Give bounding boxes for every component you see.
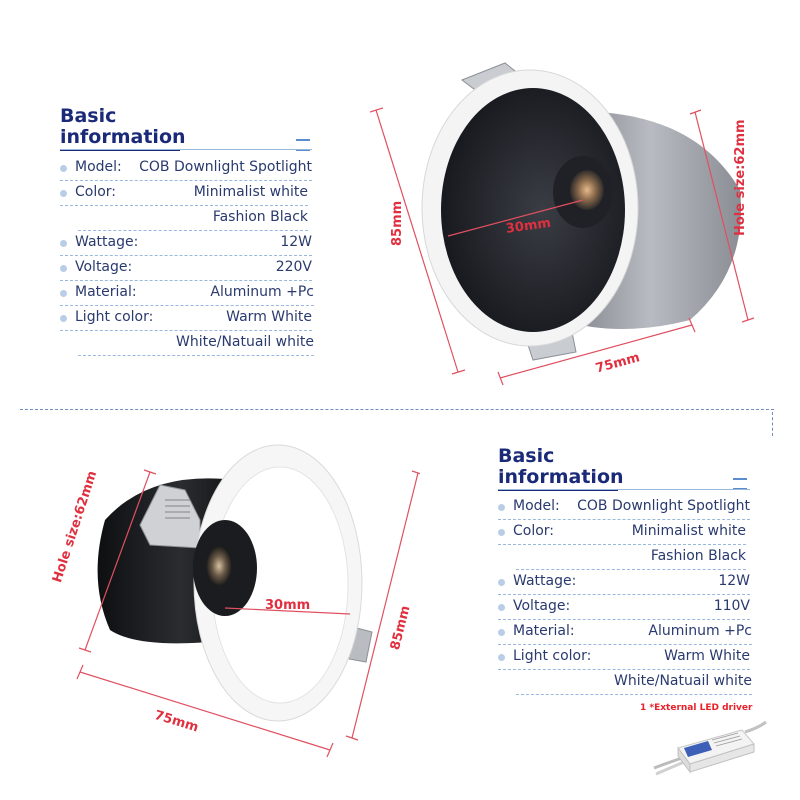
bottom-spec-title-line1: Basic [498, 445, 555, 467]
spec-row-wattage [498, 570, 750, 595]
bullet-icon [60, 240, 67, 247]
spec-row-model [498, 495, 750, 520]
top-spec-title [60, 105, 186, 151]
spec-label: Color: [513, 523, 555, 539]
spec-value: 12W [280, 234, 312, 250]
driver-label: 1 *External LED driver [640, 703, 753, 713]
bullet-icon [498, 504, 505, 511]
top-spec-title-line2: information [60, 127, 180, 151]
led-driver-icon [650, 718, 770, 780]
bottom-downlight-image [40, 440, 420, 770]
spec-value: Fashion Black [212, 209, 308, 225]
bottom-inner-dimension: 30mm [265, 598, 311, 613]
spec-label: Color: [75, 184, 117, 200]
spec-label: Light color: [513, 648, 592, 664]
spec-value: Warm White [226, 309, 312, 325]
spec-value: 220V [275, 259, 312, 275]
spec-value: Minimalist white [631, 523, 746, 539]
spec-value: COB Downlight Spotlight [577, 498, 750, 514]
spec-row-color-alt [516, 545, 746, 570]
spec-value: Warm White [664, 648, 750, 664]
spec-row-light-color-alt [516, 670, 752, 695]
spec-row-color-alt [78, 206, 308, 231]
spec-row-light-color-alt [78, 331, 314, 356]
spec-value: 12W [718, 573, 750, 589]
bullet-icon [60, 190, 67, 197]
top-diameter-dimension: 75mm [594, 350, 642, 377]
spec-label: Voltage: [513, 598, 571, 614]
spec-row-voltage [60, 256, 312, 281]
bullet-icon [498, 629, 505, 636]
spec-value: White/Natuail white [176, 334, 314, 350]
bullet-icon [498, 579, 505, 586]
cob-chip [570, 170, 604, 210]
bullet-icon [60, 315, 67, 322]
bullet-icon [498, 529, 505, 536]
spec-value: Fashion Black [650, 548, 746, 564]
spec-row-light-color [498, 645, 750, 670]
spec-label: Model: [75, 159, 122, 175]
bottom-spec-title-line2: information [498, 467, 618, 491]
bullet-icon [498, 654, 505, 661]
bottom-height-dimension: 85mm [388, 604, 414, 652]
bottom-spec-title [498, 445, 624, 491]
spec-label: Material: [75, 284, 137, 300]
spec-row-material [60, 281, 314, 306]
bullet-icon [60, 265, 67, 272]
section-divider [20, 409, 774, 410]
spec-label: Voltage: [75, 259, 133, 275]
spec-row-voltage [498, 595, 750, 620]
top-downlight-image [370, 55, 770, 400]
section-divider-tick [772, 412, 773, 436]
spec-label: Light color: [75, 309, 154, 325]
spec-value: White/Natuail white [614, 673, 752, 689]
spec-label: Wattage: [75, 234, 139, 250]
spec-value: Aluminum +Pc [210, 284, 314, 300]
spec-row-color [60, 181, 308, 206]
spec-label: Material: [513, 623, 575, 639]
bullet-icon [60, 165, 67, 172]
top-hole-size-dimension: Hole size:62mm [733, 119, 748, 236]
top-spec-header-rule [60, 149, 312, 150]
bullet-icon [498, 604, 505, 611]
spec-row-wattage [60, 231, 312, 256]
spec-row-material [498, 620, 752, 645]
top-inner-dimension: 30mm [505, 215, 552, 237]
spec-value: 110V [713, 598, 750, 614]
spec-row-model [60, 156, 312, 181]
bottom-diameter-dimension: 75mm [152, 708, 201, 736]
cob-chip [206, 546, 232, 586]
top-height-dimension: 85mm [390, 200, 405, 246]
spec-label: Wattage: [513, 573, 577, 589]
bullet-icon [60, 290, 67, 297]
spec-value: COB Downlight Spotlight [139, 159, 312, 175]
bottom-hole-size-dimension: Hole size:62mm [50, 469, 101, 585]
spec-row-light-color [60, 306, 312, 331]
spec-label: Model: [513, 498, 560, 514]
spec-value: Minimalist white [193, 184, 308, 200]
spec-row-color [498, 520, 746, 545]
spec-value: Aluminum +Pc [648, 623, 752, 639]
bottom-spec-header-rule [498, 489, 750, 490]
top-spec-title-line1: Basic [60, 105, 117, 127]
